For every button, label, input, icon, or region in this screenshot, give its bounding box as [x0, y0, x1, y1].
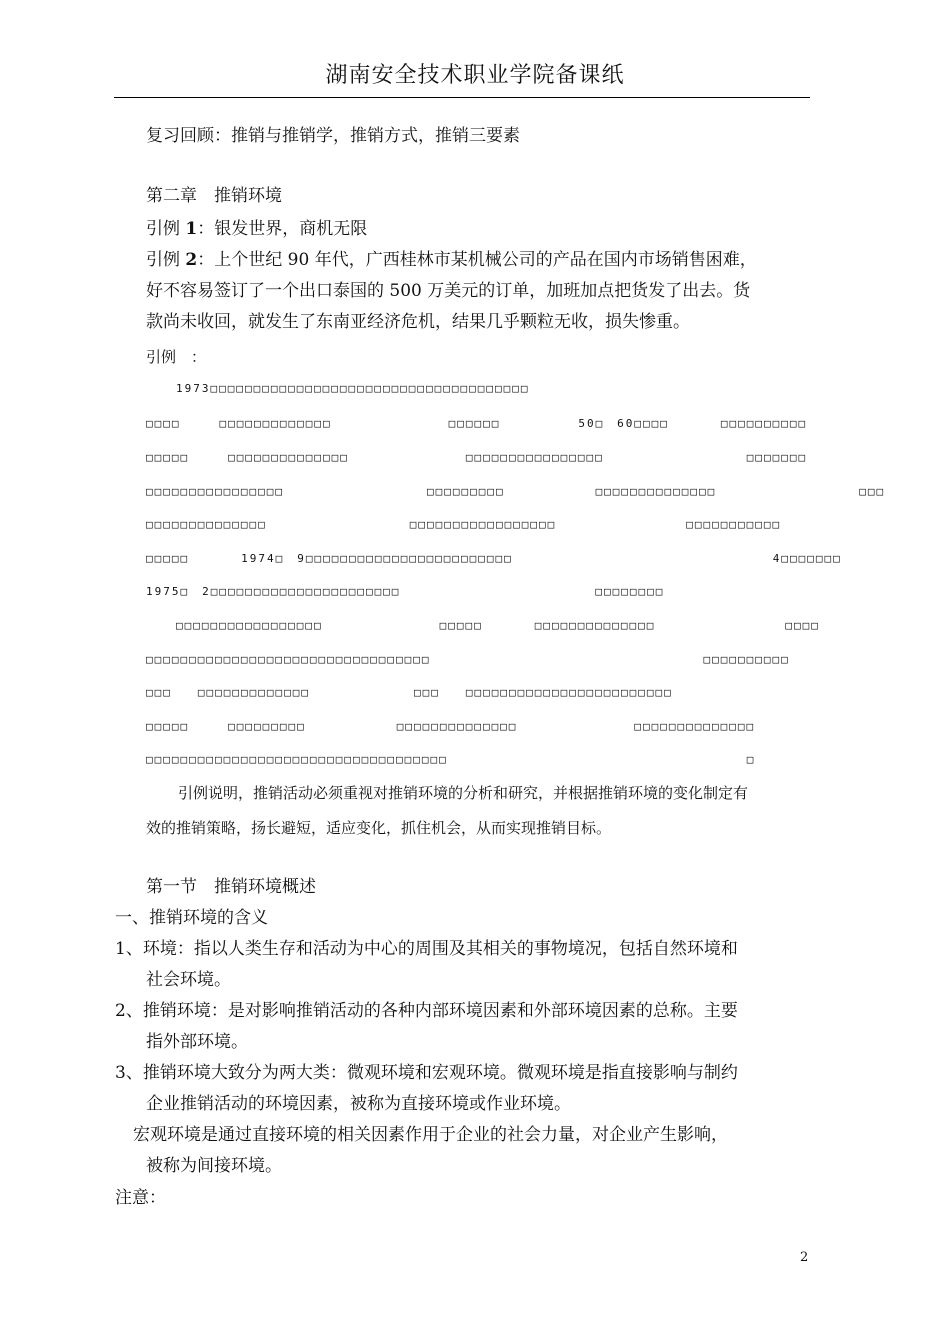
- page-number: 2: [800, 1250, 809, 1265]
- explain-line-1: 引例说明，推销活动必须重视对推销环境的分析和研究，并根据推销环境的变化制定有: [178, 784, 749, 802]
- garbled-line-6: □□□□□ 1974□ 9□□□□□□□□□□□□□□□□□□□□□□□□ 4□□□□□□□: [146, 552, 842, 565]
- review-line: 复习回顾：推销与推销学，推销方式，推销三要素: [146, 126, 520, 146]
- example-2-line-2: 好不容易签订了一个出口泰国的 500 万美元的订单，加班加点把货发了出去。货: [146, 281, 751, 301]
- garbled-line-9: □□□□□□□□□□□□□□□□□□□□□□□□□□□□□□□□□ □□□□□□□□□□: [146, 653, 790, 666]
- example-2-text-1: ：上个世纪 90 年代，广西桂林市某机械公司的产品在国内市场销售困难，: [197, 250, 757, 270]
- garbled-line-11: □□□□□ □□□□□□□□□ □□□□□□□□□□□□□□ □□□□□□□□□□□□□□: [146, 720, 756, 733]
- example-2-number: 2: [185, 250, 198, 270]
- header-rule: [114, 97, 810, 98]
- example-2-line-1: [146, 245, 757, 270]
- garbled-line-1: 1973□□□□□□□□□□□□□□□□□□□□□□□□□□□□□□□□□□□□□: [176, 382, 530, 395]
- garbled-line-10: □□□ □□□□□□□□□□□□□ □□□ □□□□□□□□□□□□□□□□□□□□□□□□: [146, 686, 673, 699]
- item-2-line-2: 指外部环境。: [146, 1032, 248, 1052]
- macro-line-2: 被称为间接环境。: [146, 1156, 282, 1176]
- garbled-line-12: □□□□□□□□□□□□□□□□□□□□□□□□□□□□□□□□□□□ □: [146, 753, 756, 766]
- garbled-line-2: □□□□ □□□□□□□□□□□□□ □□□□□□ 50□ 60□□□□ □□□□□□□□□□: [146, 417, 808, 430]
- example-1-prefix: 引例: [146, 219, 186, 239]
- example-1-text: ：银发世界，商机无限: [197, 219, 368, 239]
- item-3-line-2: 企业推销活动的环境因素，被称为直接环境或作业环境。: [146, 1094, 571, 1114]
- example-3-label: 引例 ：: [146, 348, 207, 366]
- section-title: 第一节 推销环境概述: [146, 877, 316, 897]
- example-1: [146, 214, 367, 239]
- example-1-number: 1: [185, 219, 198, 239]
- subsection-title: 一、推销环境的含义: [115, 908, 268, 928]
- garbled-line-7: 1975□ 2□□□□□□□□□□□□□□□□□□□□□□ □□□□□□□□: [146, 585, 665, 598]
- example-2-line-3: 款尚未收回，就发生了东南亚经济危机，结果几乎颗粒无收，损失惨重。: [146, 312, 690, 332]
- garbled-line-4: □□□□□□□□□□□□□□□□ □□□□□□□□□ □□□□□□□□□□□□□□ □□□: [146, 485, 886, 498]
- macro-line-1: 宏观环境是通过直接环境的相关因素作用于企业的社会力量，对企业产生影响，: [133, 1125, 728, 1145]
- example-2-prefix: 引例: [146, 250, 186, 270]
- chapter-title: 第二章 推销环境: [146, 186, 282, 206]
- page-header-title: 湖南安全技术职业学院备课纸: [325, 63, 625, 88]
- garbled-line-8: □□□□□□□□□□□□□□□□□ □□□□□ □□□□□□□□□□□□□□ □□□□: [176, 619, 820, 632]
- item-3-line-1: 3、推销环境大致分为两大类：微观环境和宏观环境。微观环境是指直接影响与制约: [115, 1063, 738, 1083]
- item-2-line-1: 2、推销环境：是对影响推销活动的各种内部环境因素和外部环境因素的总称。主要: [115, 1001, 738, 1021]
- item-1-line-1: 1、环境：指以人类生存和活动为中心的周围及其相关的事物境况，包括自然环境和: [115, 939, 738, 959]
- garbled-line-3: □□□□□ □□□□□□□□□□□□□□ □□□□□□□□□□□□□□□□ □□□□□□□: [146, 451, 808, 464]
- garbled-line-5: □□□□□□□□□□□□□□ □□□□□□□□□□□□□□□□□ □□□□□□□□□□□: [146, 518, 782, 531]
- note-label: 注意：: [115, 1188, 166, 1208]
- item-1-line-2: 社会环境。: [146, 970, 231, 990]
- explain-line-2: 效的推销策略，扬长避短，适应变化，抓住机会，从而实现推销目标。: [146, 819, 612, 837]
